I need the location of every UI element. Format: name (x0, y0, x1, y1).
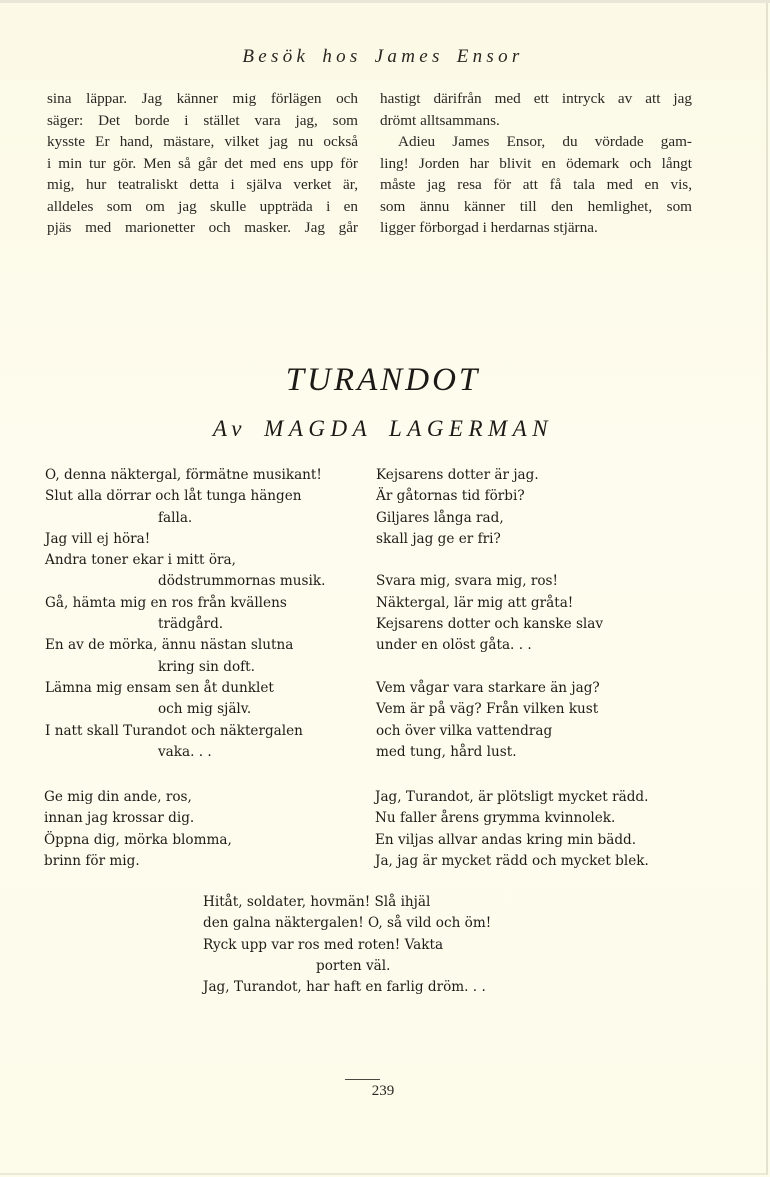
poem-column-left-stanza-2 (44, 787, 359, 872)
verse-line: Jag vill ej höra! (45, 530, 151, 547)
poem-column-right-stanza-2 (375, 787, 720, 872)
prose-line: pjäs med marionetter och masker. Jag går (47, 219, 358, 236)
stanza-break (376, 550, 716, 571)
prose-line: ling! Jorden har blivit en ödemark och långt (380, 154, 692, 172)
verse-line: med tung, hård lust. (376, 743, 517, 760)
verse-line: Giljares långa rad, (376, 509, 504, 526)
verse-line: Ryck upp var ros med roten! Vakta (203, 936, 444, 953)
prose-column-left (47, 88, 358, 239)
verse-line-continuation: trädgård. (158, 616, 224, 633)
verse-line: Jag, Turandot, har haft en farlig dröm. . . (203, 979, 486, 996)
verse-line: Vem är på väg? Från vilken kust (376, 701, 599, 718)
verse-line: O, denna näktergal, förmätne musikant! (45, 467, 322, 483)
verse-line: Är gåtornas tid förbi? (376, 488, 525, 505)
verse-line: Nu faller årens grymma kvinnolek. (375, 810, 616, 827)
prose-line: som ännu känner till den hemlighet, som (380, 197, 692, 215)
verse-line: brinn för mig. (44, 852, 140, 869)
verse-line-continuation: falla. (158, 509, 193, 526)
verse-line: Gå, hämta mig en ros från kvällens (45, 594, 287, 611)
prose-line: i min tur gör. Men så går det med ens upp för (47, 154, 358, 172)
prose-line: måste jag resa för att få tala med en vis, (380, 176, 692, 193)
poem-column-left-stanza-1 (45, 465, 360, 763)
prose-line: ligger förborgad i herdarnas stjärna. (380, 219, 598, 236)
prose-line: hastigt därifrån med ett intryck av att jag (380, 90, 692, 107)
verse-line-continuation: kring sin doft. (158, 658, 255, 675)
verse-line: Lämna mig ensam sen åt dunklet (45, 679, 274, 696)
verse-line-continuation: och mig själv. (158, 701, 252, 718)
verse-line: Jag, Turandot, är plötsligt mycket rädd. (375, 789, 649, 805)
stanza-break (376, 657, 716, 678)
page-top-edge (0, 0, 770, 3)
prose-column-right (380, 88, 692, 239)
verse-line: Slut alla dörrar och låt tunga hängen (45, 488, 302, 505)
page-number-rule (345, 1079, 380, 1080)
prose-line: kysste Er hand, mästare, vilket jag nu också (47, 133, 358, 150)
poem-final-stanza (203, 892, 563, 998)
page-number: 239 (371, 1083, 395, 1099)
prose-line: mig, hur teatraliskt detta i själva verket är, (47, 176, 358, 193)
poem-byline: Av MAGDA LAGERMAN (212, 416, 554, 441)
verse-line-continuation: porten väl. (316, 957, 391, 974)
prose-line: drömt alltsammans. (380, 111, 500, 129)
verse-line: I natt skall Turandot och näktergalen (45, 722, 303, 739)
running-head: Besök hos James Ensor (242, 46, 524, 67)
prose-line: säger: Det borde i stället vara jag, som (47, 111, 358, 129)
prose-line: sina läppar. Jag känner mig förlägen och (47, 90, 358, 107)
verse-line-continuation: dödstrummornas musik. (158, 573, 326, 590)
verse-line: En viljas allvar andas kring min bädd. (375, 831, 637, 848)
verse-line: innan jag krossar dig. (44, 810, 195, 827)
verse-line: och över vilka vattendrag (376, 722, 553, 739)
verse-line: Vem vågar vara starkare än jag? (376, 679, 600, 696)
prose-line: alldeles som om jag skulle uppträda i en (47, 197, 358, 215)
verse-line: skall jag ge er fri? (376, 530, 501, 547)
verse-line: Näktergal, lär mig att gråta! (376, 594, 574, 611)
verse-line: Kejsarens dotter är jag. (376, 467, 539, 483)
verse-line: Andra toner ekar i mitt öra, (45, 552, 236, 569)
verse-line: Svara mig, svara mig, ros! (376, 573, 558, 590)
poem-column-right-stanza-1 (376, 465, 716, 763)
verse-line: Ge mig din ande, ros, (44, 789, 192, 805)
verse-line: Öppna dig, mörka blomma, (44, 831, 232, 848)
verse-line: Ja, jag är mycket rädd och mycket blek. (375, 852, 649, 869)
verse-line-continuation: vaka. . . (158, 743, 212, 760)
verse-line: den galna näktergalen! O, så vild och öm! (203, 915, 492, 932)
verse-line: Hitåt, soldater, hovmän! Slå ihjäl (203, 894, 431, 910)
verse-line: Kejsarens dotter och kanske slav (376, 616, 604, 633)
prose-line: Adieu James Ensor, du vördade gam- (398, 133, 692, 150)
verse-line: En av de mörka, ännu nästan slutna (45, 637, 294, 654)
poem-title: TURANDOT (285, 362, 481, 398)
verse-line: under en olöst gåta. . . (376, 637, 532, 654)
